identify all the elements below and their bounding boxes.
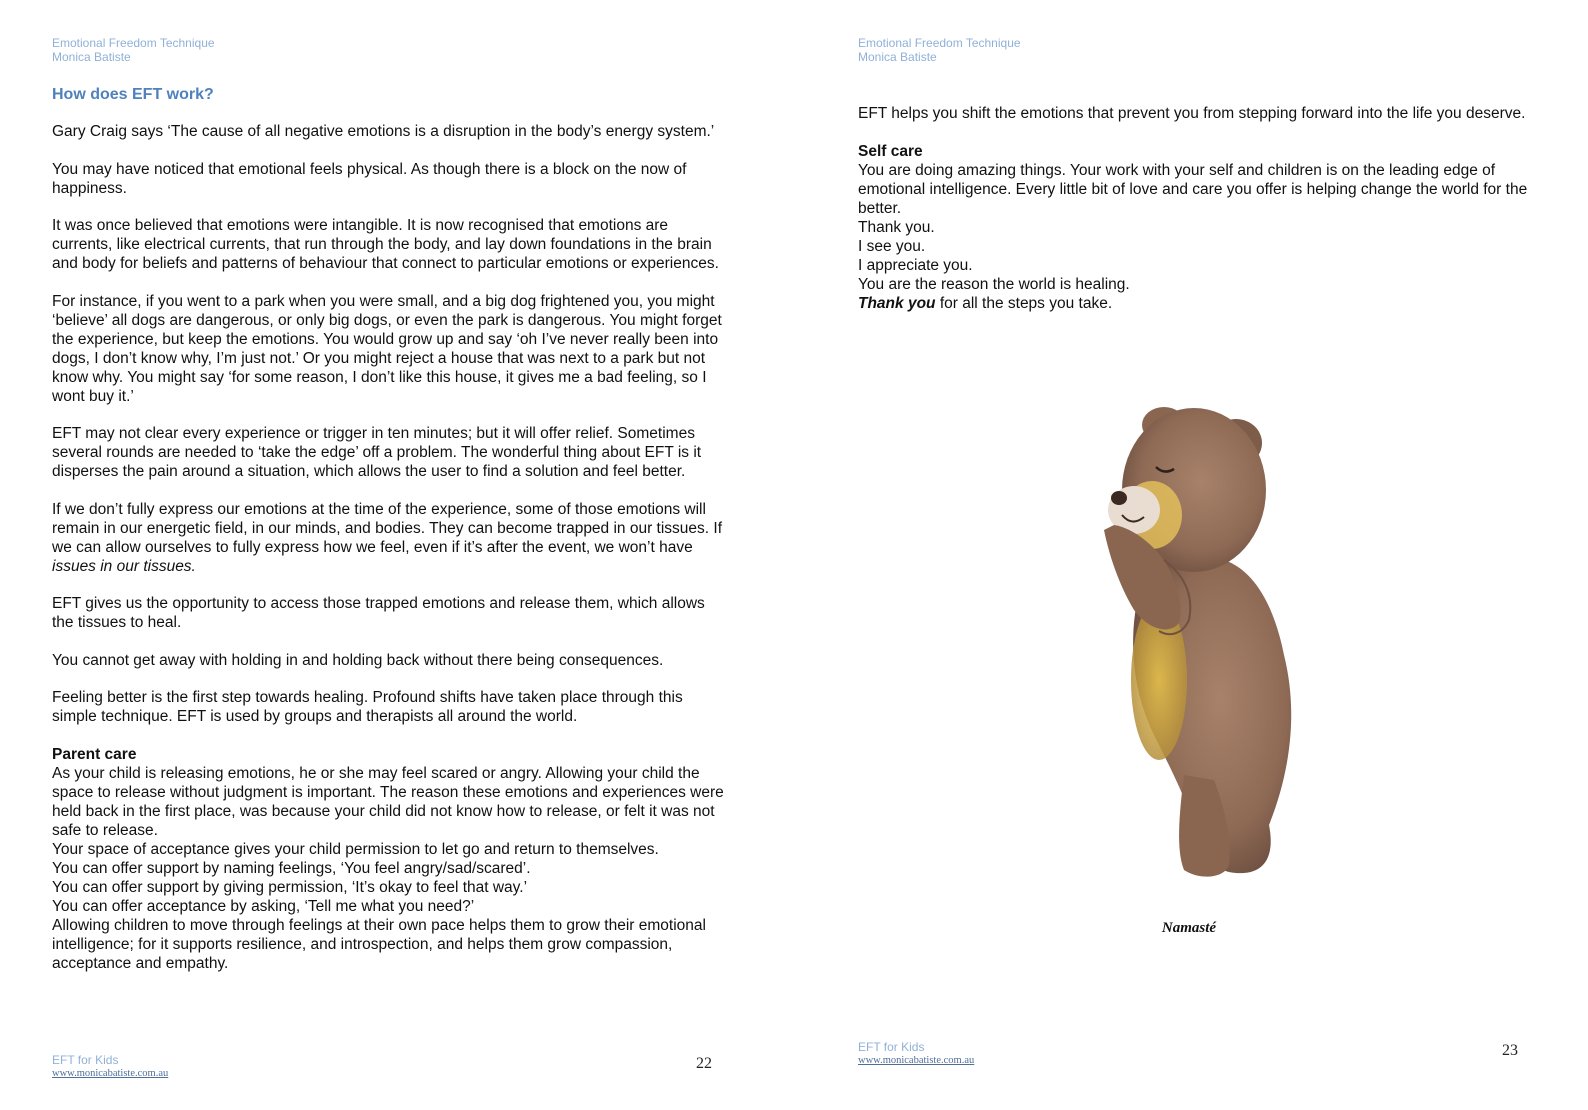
left-page-body bbox=[52, 85, 724, 973]
paragraph: Feeling better is the first step towards healing. Profound shifts have taken place through this simple technique. EFT is used by groups and therapists all around the world. bbox=[52, 689, 683, 725]
parent-care-text: You can offer support by giving permission, ‘It’s okay to feel that way.’ bbox=[52, 878, 528, 896]
emphasis-text: issues in our tissues. bbox=[52, 557, 196, 575]
footer-title: EFT for Kids bbox=[858, 1040, 925, 1054]
praying-bear-illustration bbox=[1064, 395, 1324, 885]
bear-nose bbox=[1111, 491, 1127, 505]
parent-care-text: You can offer support by naming feelings, ‘You feel angry/sad/scared’. bbox=[52, 859, 531, 877]
section-heading: How does EFT work? bbox=[52, 86, 214, 103]
footer-title: EFT for Kids bbox=[52, 1053, 119, 1067]
paragraph: Gary Craig says ‘The cause of all negative emotions is a disruption in the body’s energy system.’ bbox=[52, 123, 715, 140]
running-footer bbox=[52, 1053, 168, 1081]
running-footer bbox=[858, 1040, 974, 1068]
parent-care-text: Your space of acceptance gives your child permission to let go and return to themselves. bbox=[52, 840, 659, 858]
header-title: Emotional Freedom Technique bbox=[858, 36, 1021, 50]
parent-care-text: As your child is releasing emotions, he or she may feel scared or angry. Allowing your child the space to release without judgment is important. The reason these emotions and experiences were held back in the first place, was because your child did not know how to release, or felt it was not safe to release. bbox=[52, 764, 724, 839]
self-care-heading: Self care bbox=[858, 142, 923, 160]
paragraph: EFT gives us the opportunity to access those trapped emotions and release them, which allows the tissues to heal. bbox=[52, 595, 705, 631]
header-author: Monica Batiste bbox=[858, 50, 937, 64]
parent-care-text: You can offer acceptance by asking, ‘Tell me what you need?’ bbox=[52, 897, 475, 915]
self-care-text: for all the steps you take. bbox=[935, 294, 1113, 312]
paragraph: It was once believed that emotions were intangible. It is now recognised that emotions are currents, like electrical currents, that run through the body, and lay down foundations in the brain and body for beliefs and patterns of behaviour that connect to particular emotions or experiences. bbox=[52, 217, 719, 272]
running-header bbox=[52, 36, 215, 64]
parent-care-section bbox=[52, 745, 724, 973]
footer-website-link[interactable]: www.monicabatiste.com.au bbox=[858, 1055, 975, 1066]
header-author: Monica Batiste bbox=[52, 50, 131, 64]
paragraph-text: If we don’t fully express our emotions at the time of the experience, some of those emotions will remain in our energetic field, in our minds, and bodies. They can become trapped in our tissues. If we can allow ourselves to fully express how we feel, even if it’s after the event, we won’t have bbox=[52, 500, 723, 556]
self-care-line: I appreciate you. bbox=[858, 256, 973, 274]
paragraph: EFT may not clear every experience or trigger in ten minutes; but it will offer relief. Sometimes several rounds are needed to ‘take the edge’ off a problem. The wonderful thing about EFT is it disperses the pain around a situation, which allows the user to find a solution and feel better. bbox=[52, 425, 702, 480]
paragraph: You may have noticed that emotional feels physical. As though there is a block on the now of happiness. bbox=[52, 160, 687, 197]
paragraph: EFT helps you shift the emotions that prevent you from stepping forward into the life you deserve. bbox=[858, 105, 1526, 122]
image-caption: Namasté bbox=[1161, 920, 1217, 936]
self-care-line: You are the reason the world is healing. bbox=[858, 275, 1130, 293]
parent-care-text: Allowing children to move through feelings at their own pace helps them to grow their emotional intelligence; for it supports resilience, and introspection, and helps them grow compassion, acceptance and empathy. bbox=[52, 916, 706, 972]
paragraph: You cannot get away with holding in and holding back without there being consequences. bbox=[52, 651, 664, 669]
self-care-line: I see you. bbox=[858, 237, 926, 255]
paragraph: For instance, if you went to a park when you were small, and a big dog frightened you, you might ‘believe’ all dogs are dangerous, or only big dogs, or even the park is dangerous. You might forget the experience, but keep the emotions. You would grow up and say ‘oh I’ve never really been into dogs, I don’t know why, I’m just not.’ Or you might reject a house that was next to a park but not know why. You might say ‘for some reason, I don’t like this house, it gives me a bad feeling, so I wont buy it.’ bbox=[52, 292, 722, 405]
thank-you-emphasis: Thank you bbox=[858, 294, 936, 312]
footer-website-link[interactable]: www.monicabatiste.com.au bbox=[52, 1068, 169, 1079]
page-number: 22 bbox=[696, 1055, 712, 1072]
header-title: Emotional Freedom Technique bbox=[52, 36, 215, 50]
self-care-line: Thank you. bbox=[858, 218, 935, 236]
right-page bbox=[794, 0, 1588, 1110]
self-care-line bbox=[858, 294, 1528, 313]
running-header bbox=[858, 36, 1021, 64]
right-page-body bbox=[858, 104, 1528, 313]
paragraph bbox=[52, 500, 724, 576]
parent-care-heading: Parent care bbox=[52, 745, 137, 763]
self-care-section bbox=[858, 142, 1528, 313]
page-number: 23 bbox=[1502, 1042, 1518, 1059]
self-care-text: You are doing amazing things. Your work with your self and children is on the leading edge of emotional intelligence. Every little bit of love and care you offer is helping change the world for the better. bbox=[858, 161, 1528, 217]
